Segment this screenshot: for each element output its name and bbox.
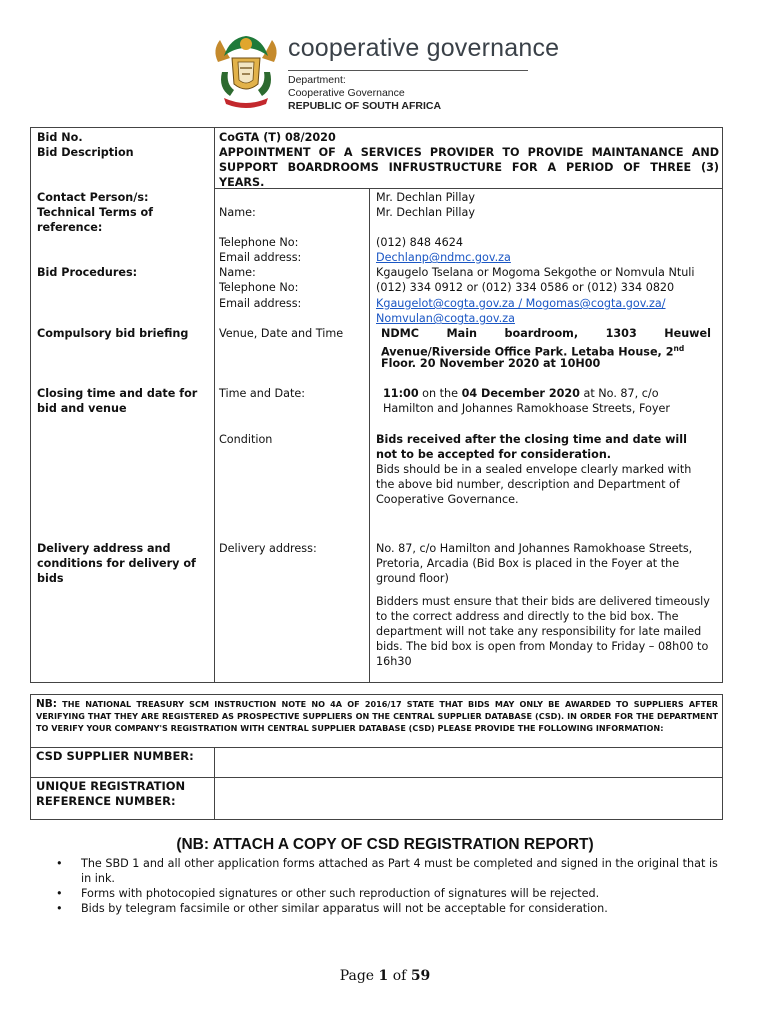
header bbox=[210, 32, 560, 112]
page-footer bbox=[0, 968, 770, 984]
unique-ref-label-1: UNIQUE REGISTRATION bbox=[36, 779, 186, 793]
table-divider bbox=[31, 747, 722, 748]
list-item-text: Forms with photocopied signatures or other such reproduction of signatures will be rejected. bbox=[81, 887, 600, 900]
email-label: Email address: bbox=[219, 251, 302, 264]
proc-name-label: Name: bbox=[219, 266, 256, 279]
venue-word: Main bbox=[446, 327, 477, 340]
csd-supplier-label: CSD SUPPLIER NUMBER: bbox=[36, 749, 194, 763]
bid-procedures-label: Bid Procedures: bbox=[37, 266, 138, 279]
nb-lead: NB: bbox=[36, 698, 57, 710]
venue-word: NDMC bbox=[381, 327, 419, 340]
nb-notice bbox=[36, 698, 718, 734]
technical-terms-label: Technical Terms of reference: bbox=[37, 206, 154, 234]
country-name: REPUBLIC OF SOUTH AFRICA bbox=[288, 100, 442, 112]
proc-name-value: Kgaugelo Tselana or Mogoma Sekgothe or Nomvula Ntuli bbox=[376, 266, 695, 279]
bullet-icon: • bbox=[56, 857, 63, 870]
dept-label: Department: bbox=[288, 74, 346, 86]
bid-description-value: APPOINTMENT OF A SERVICES PROVIDER TO PROVIDE MAINTANANCE AND SUPPORT BOARDROOMS INFRUSTRUCTURE FOR A PERIOD OF THREE (3) YEARS. bbox=[219, 146, 719, 189]
proc-email-link-2[interactable]: Nomvulan@cogta.gov.za bbox=[376, 312, 515, 325]
contact-person-value: Mr. Dechlan Pillay bbox=[376, 191, 475, 204]
table-divider bbox=[214, 747, 215, 819]
bid-description-label: Bid Description bbox=[37, 146, 134, 159]
unique-ref-field[interactable] bbox=[221, 779, 716, 817]
table-divider bbox=[369, 188, 370, 682]
coat-of-arms-icon bbox=[210, 32, 282, 110]
page-total: 59 bbox=[410, 968, 431, 984]
list-item-text: The SBD 1 and all other application forms attached as Part 4 must be completed and signed in the original that is in ink. bbox=[81, 857, 718, 885]
unique-ref-label-2: REFERENCE NUMBER: bbox=[36, 794, 176, 808]
telephone-value: (012) 848 4624 bbox=[376, 236, 464, 249]
csd-section bbox=[30, 694, 723, 820]
page-word: Page bbox=[339, 968, 379, 984]
email-link[interactable]: Dechlanp@ndmc.gov.za bbox=[376, 251, 511, 264]
proc-telephone-value: (012) 334 0912 or (012) 334 0586 or (012) 334 0820 bbox=[376, 281, 675, 294]
org-name: cooperative governance bbox=[288, 34, 560, 62]
delivery-address-value: No. 87, c/o Hamilton and Johannes Ramokhoase Streets, Pretoria, Arcadia (Bid Box is placed in the Foyer at the ground floor) bbox=[376, 542, 693, 585]
of-word: of bbox=[388, 968, 411, 984]
condition-text: Bids should be in a sealed envelope clearly marked with the above bid number, description and Department of Cooperative Governance. bbox=[376, 463, 692, 506]
closing-text: on the bbox=[418, 387, 462, 400]
list-item bbox=[56, 886, 721, 901]
venue-label: Venue, Date and Time bbox=[219, 327, 344, 340]
csd-attach-heading: (NB: ATTACH A COPY OF CSD REGISTRATION REPORT) bbox=[176, 836, 594, 853]
closing-time: 11:00 bbox=[383, 387, 419, 400]
briefing-label: Compulsory bid briefing bbox=[37, 327, 189, 340]
closing-line-2: Hamilton and Johannes Ramokhoase Streets, Foyer bbox=[383, 402, 670, 415]
condition-label: Condition bbox=[219, 433, 273, 446]
condition-bold: Bids received after the closing time and date will not to be accepted for consideration. bbox=[376, 433, 687, 461]
venue-line-1 bbox=[381, 326, 711, 341]
proc-email-link[interactable]: Kgaugelot@cogta.gov.za / Mogomas@cogta.gov.za/ bbox=[376, 297, 666, 310]
instructions-list bbox=[56, 856, 721, 916]
venue-line-3: Floor. 20 November 2020 at 10H00 bbox=[381, 357, 601, 370]
venue-line-2-text: Avenue/Riverside Office Park. Letaba House, 2 bbox=[381, 345, 674, 359]
bid-details-table bbox=[30, 127, 723, 683]
list-item bbox=[56, 901, 721, 916]
proc-telephone-label: Telephone No: bbox=[219, 281, 299, 294]
list-item-text: Bids by telegram facsimile or other similar apparatus will not be acceptable for consideration. bbox=[81, 902, 608, 915]
name-value: Mr. Dechlan Pillay bbox=[376, 206, 475, 219]
bullet-icon: • bbox=[56, 902, 63, 915]
delivery-label: Delivery address and conditions for delivery of bids bbox=[37, 542, 196, 585]
proc-email-label: Email address: bbox=[219, 297, 302, 310]
closing-date: 04 December 2020 bbox=[461, 387, 580, 400]
closing-label: Closing time and date for bid and venue bbox=[37, 387, 198, 415]
nb-text: THE NATIONAL TREASURY SCM INSTRUCTION NOTE NO 4A OF 2016/17 STATE THAT BIDS MAY ONLY BE AWARDED TO SUPPLIERS AFTER VERIFYING THAT THEY ARE REGISTERED AS PROSPECTIVE SUPPLIERS ON THE CENTRAL SUPPLIER DATABASE (CSD). IN ORDER FOR THE DEPARTMENT TO VERIFY YOUR COMPANY'S REGISTRATION WITH CENTRAL SUPPLIER DATABASE (CSD) PLEASE PROVIDE THE FOLLOWING INFORMATION: bbox=[36, 699, 718, 733]
page-number: 1 bbox=[378, 968, 389, 984]
venue-line-2-sup: nd bbox=[673, 344, 685, 353]
csd-supplier-field[interactable] bbox=[221, 749, 716, 775]
table-divider bbox=[31, 777, 722, 778]
delivery-note: Bidders must ensure that their bids are delivered timeously to the correct address and directly to the bid box. The department will not take any responsibility for late mailed bids. The bid box is open from Monday to Friday – 08h00 to 16h30 bbox=[376, 595, 710, 668]
header-rule bbox=[288, 70, 528, 71]
closing-text: at No. 87, c/o bbox=[579, 387, 659, 400]
list-item bbox=[56, 856, 721, 886]
delivery-address-label: Delivery address: bbox=[219, 542, 317, 555]
bullet-icon: • bbox=[56, 887, 63, 900]
venue-word: boardroom, bbox=[504, 327, 579, 340]
bid-no-value: CoGTA (T) 08/2020 bbox=[219, 131, 336, 144]
venue-word: 1303 bbox=[605, 327, 637, 340]
telephone-label: Telephone No: bbox=[219, 236, 299, 249]
venue-word: Heuwel bbox=[664, 327, 711, 340]
name-label: Name: bbox=[219, 206, 256, 219]
time-date-label: Time and Date: bbox=[219, 387, 306, 400]
bid-no-label: Bid No. bbox=[37, 131, 83, 144]
contact-person-label: Contact Person/s: bbox=[37, 191, 149, 204]
dept-name: Cooperative Governance bbox=[288, 87, 405, 99]
closing-line-1 bbox=[383, 386, 659, 401]
table-divider bbox=[214, 128, 215, 682]
